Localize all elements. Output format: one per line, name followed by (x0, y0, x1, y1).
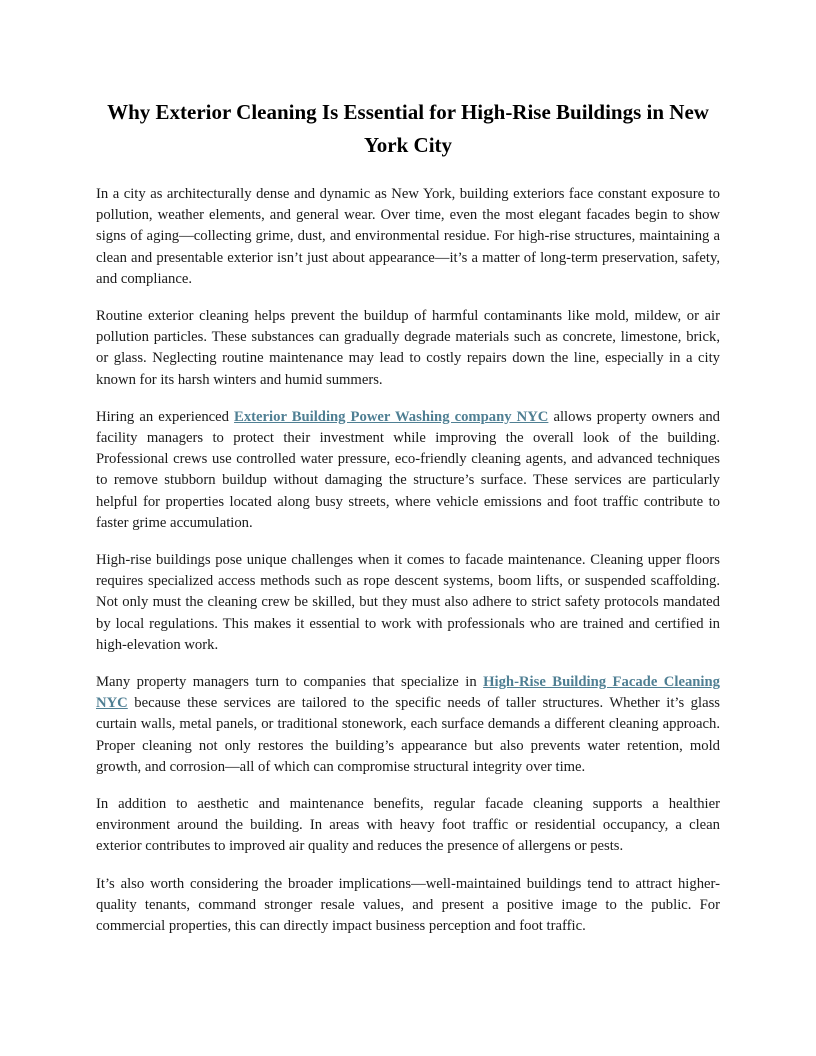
document-title: Why Exterior Cleaning Is Essential for High-Rise Buildings in New York City (107, 100, 709, 157)
paragraph-broader-implications: It’s also worth considering the broader implications—well-maintained buildings tend to attract higher-quality tenants, command stronger resale values, and present a positive image to the public. For commercial properties, this can directly impact business perception and foot traffic. (96, 875, 720, 935)
paragraph-specialists-rest: because these services are tailored to the specific needs of taller structures. Whether it’s glass curtain walls, metal panels, or traditional stonework, each surface demands a different cleaning approach. Proper cleaning not only restores the building’s appearance but also prevents water retention, mold growth, and corrosion—all of which can compromise structural integrity over time. (96, 695, 720, 775)
paragraph-hiring-lead: Hiring an experienced (96, 408, 235, 425)
paragraph-specialists-lead: Many property managers turn to companies that specialize in (96, 674, 484, 691)
paragraph-specialists (96, 672, 720, 778)
paragraph-hiring (96, 407, 720, 534)
paragraph-hiring-rest: allows property owners and facility managers to protect their investment while improving the overall look of the building. Professional crews use controlled water pressure, eco-friendly cleaning agents, and advanced techniques to remove stubborn buildup without damaging the structure’s surface. These services are particularly helpful for properties located along busy streets, where vehicle emissions and foot traffic contribute to faster grime accumulation. (96, 408, 720, 531)
power-washing-link[interactable]: Exterior Building Power Washing company NYC (234, 408, 549, 425)
paragraph-high-rise-challenges: High-rise buildings pose unique challenges when it comes to facade maintenance. Cleaning upper floors requires specialized access methods such as rope descent systems, boom lifts, or suspended scaffolding. Not only must the cleaning crew be skilled, but they must also adhere to strict safety protocols mandated by local regulations. This makes it essential to work with professionals who are trained and certified in high-elevation work. (96, 552, 720, 653)
facade-cleaning-link[interactable]: High-Rise Building Facade Cleaning NYC (96, 674, 720, 712)
paragraph-health-benefits: In addition to aesthetic and maintenance benefits, regular facade cleaning supports a healthier environment around the building. In areas with heavy foot traffic or residential occupancy, a clean exterior contributes to improved air quality and reduces the presence of allergens or pests. (96, 796, 720, 855)
paragraph-routine-cleaning: Routine exterior cleaning helps prevent the buildup of harmful contaminants like mold, mildew, or air pollution particles. These substances can gradually degrade materials such as concrete, limestone, brick, or glass. Neglecting routine maintenance may lead to costly repairs down the line, especially in a city known for its harsh winters and humid summers. (96, 308, 720, 388)
paragraph-intro: In a city as architecturally dense and dynamic as New York, building exteriors face constant exposure to pollution, weather elements, and general wear. Over time, even the most elegant facades begin to show signs of aging—collecting grime, dust, and environmental residue. For high-rise structures, maintaining a clean and presentable exterior isn’t just about appearance—it’s a matter of long-term preservation, safety, and compliance. (96, 186, 720, 287)
